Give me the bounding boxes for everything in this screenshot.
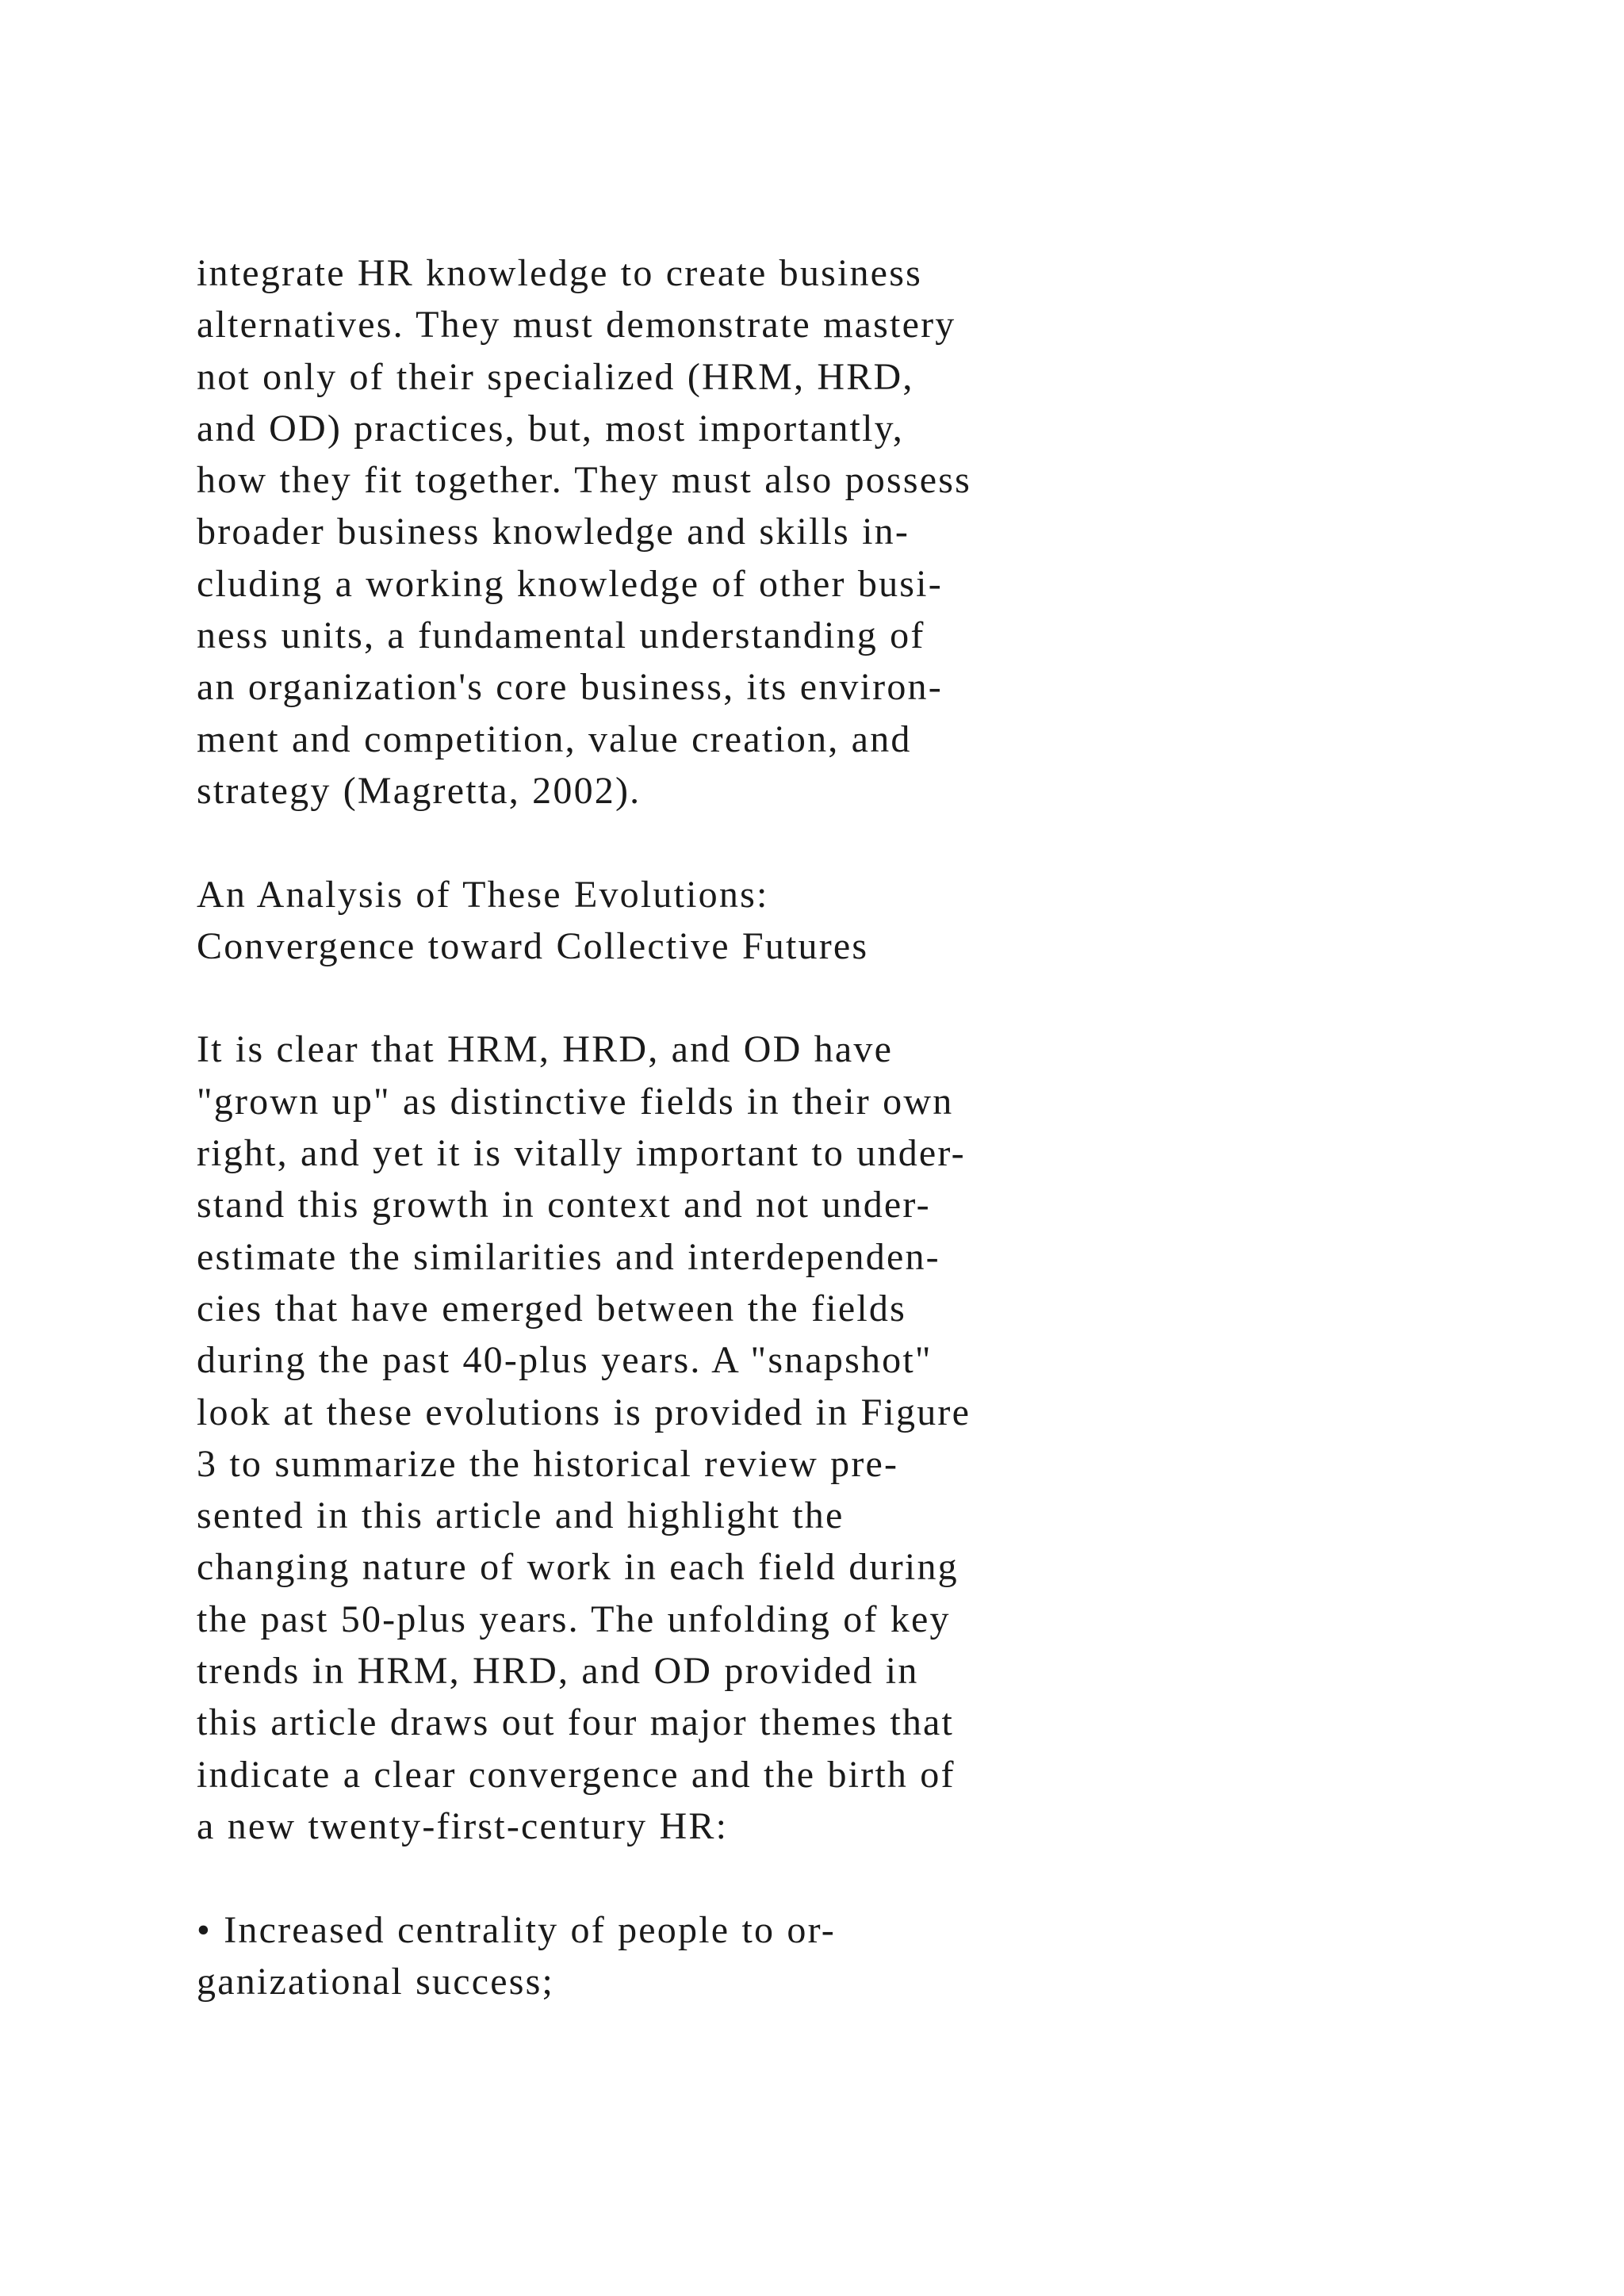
text-line: trends in HRM, HRD, and OD provided in — [197, 1650, 919, 1693]
text-line: integrate HR knowledge to create business — [197, 252, 922, 294]
text-line: cluding a working knowledge of other busi- — [197, 562, 943, 605]
text-line: broader business knowledge and skills in- — [197, 511, 910, 553]
heading-line: Convergence toward Collective Futures — [197, 924, 869, 967]
text-line: ment and competition, value creation, and — [197, 718, 912, 760]
text-line: indicate a clear convergence and the birth of — [197, 1753, 956, 1796]
text-line: this article draws out four major themes that — [197, 1701, 955, 1744]
bullet-line: • Increased centrality of people to or- — [197, 1908, 836, 1951]
text-line: how they fit together. They must also possess — [197, 459, 972, 502]
text-line: not only of their specialized (HRM, HRD, — [197, 355, 914, 398]
text-line: sented in this article and highlight the — [197, 1494, 845, 1537]
section-heading — [197, 869, 1386, 973]
text-line: strategy (Magretta, 2002). — [197, 769, 642, 812]
text-line: and OD) practices, but, most importantly, — [197, 407, 904, 450]
text-line: look at these evolutions is provided in Figure — [197, 1391, 971, 1433]
text-line: alternatives. They must demonstrate mastery — [197, 304, 956, 346]
heading-line: An Analysis of These Evolutions: — [197, 873, 769, 916]
paragraph-gap — [197, 817, 1386, 868]
bullet-item — [197, 1904, 1386, 2008]
text-line: right, and yet it is vitally important to under- — [197, 1132, 966, 1175]
text-line: It is clear that HRM, HRD, and OD have — [197, 1028, 894, 1071]
text-line: 3 to summarize the historical review pre- — [197, 1442, 899, 1485]
paragraph-convergence — [197, 1024, 1386, 1852]
text-line: ness units, a fundamental understanding of — [197, 614, 925, 657]
text-line: estimate the similarities and interdependen- — [197, 1235, 940, 1278]
text-column — [197, 247, 1386, 2007]
text-line: during the past 40-plus years. A "snapshot" — [197, 1339, 933, 1382]
text-line: cies that have emerged between the fields — [197, 1287, 906, 1330]
text-line: a new twenty-first-century HR: — [197, 1804, 729, 1847]
bullet-line: ganizational success; — [197, 1960, 555, 2003]
text-line: changing nature of work in each field during — [197, 1546, 959, 1589]
paragraph-gap — [197, 972, 1386, 1024]
paragraph-gap — [197, 1852, 1386, 1904]
paragraph-business-knowledge — [197, 247, 1386, 817]
text-line: stand this growth in context and not under- — [197, 1184, 931, 1226]
text-line: the past 50-plus years. The unfolding of key — [197, 1598, 951, 1640]
text-line: an organization's core business, its environ- — [197, 666, 943, 709]
text-line: "grown up" as distinctive fields in their own — [197, 1080, 954, 1123]
